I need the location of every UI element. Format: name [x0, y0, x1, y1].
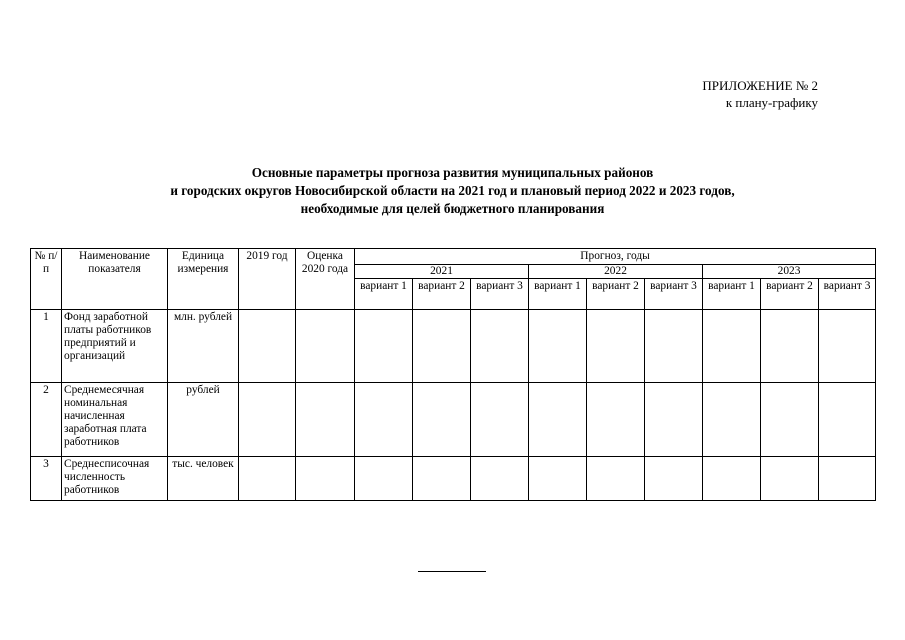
- annex-header: [702, 77, 818, 111]
- value-cell: [296, 310, 355, 383]
- value-cell: [761, 457, 819, 501]
- value-cell: [413, 383, 471, 457]
- title-line-1: Основные параметры прогноза развития муниципальных районов: [251, 165, 654, 180]
- value-cell: [587, 383, 645, 457]
- header-num: № п/п: [31, 249, 62, 310]
- value-cell: [239, 310, 296, 383]
- value-cell: [761, 383, 819, 457]
- header-variant: вариант 3: [819, 279, 876, 310]
- value-cell: [761, 310, 819, 383]
- value-cell: [355, 310, 413, 383]
- value-cell: [587, 457, 645, 501]
- header-unit: Единица измерения: [168, 249, 239, 310]
- row-unit: рублей: [168, 383, 239, 457]
- header-variant: вариант 2: [413, 279, 471, 310]
- value-cell: [471, 383, 529, 457]
- title-line-2: и городских округов Новосибирской области на 2021 год и плановый период 2022 и 2023 годов,: [170, 183, 735, 198]
- value-cell: [645, 383, 703, 457]
- value-cell: [703, 383, 761, 457]
- header-variant: вариант 1: [355, 279, 413, 310]
- table-row: [31, 310, 876, 383]
- header-variant: вариант 3: [645, 279, 703, 310]
- value-cell: [529, 310, 587, 383]
- header-year-2021: 2021: [355, 265, 529, 279]
- row-indicator-name: Среднемесячная номинальная начисленная заработная плата работников: [62, 383, 168, 457]
- value-cell: [645, 310, 703, 383]
- value-cell: [355, 383, 413, 457]
- value-cell: [703, 457, 761, 501]
- header-variant: вариант 1: [703, 279, 761, 310]
- row-unit: тыс. человек: [168, 457, 239, 501]
- header-2019: 2019 год: [239, 249, 296, 310]
- table-row: [31, 383, 876, 457]
- document-title: [0, 164, 905, 218]
- header-year-2022: 2022: [529, 265, 703, 279]
- value-cell: [471, 457, 529, 501]
- value-cell: [413, 457, 471, 501]
- value-cell: [529, 383, 587, 457]
- value-cell: [819, 310, 876, 383]
- header-variant: вариант 2: [587, 279, 645, 310]
- value-cell: [471, 310, 529, 383]
- header-estimate-2020: Оценка 2020 года: [296, 249, 355, 310]
- header-variant: вариант 1: [529, 279, 587, 310]
- row-number: 3: [31, 457, 62, 501]
- value-cell: [239, 383, 296, 457]
- table-row: [31, 457, 876, 501]
- forecast-parameters-table: [30, 248, 876, 501]
- value-cell: [645, 457, 703, 501]
- row-indicator-name: Фонд заработной платы работников предприятий и организаций: [62, 310, 168, 383]
- value-cell: [819, 383, 876, 457]
- annex-number: ПРИЛОЖЕНИЕ № 2: [702, 78, 818, 93]
- header-indicator-name: Наименование показателя: [62, 249, 168, 310]
- value-cell: [296, 457, 355, 501]
- value-cell: [529, 457, 587, 501]
- value-cell: [355, 457, 413, 501]
- row-indicator-name: Среднесписочная численность работников: [62, 457, 168, 501]
- header-forecast: Прогноз, годы: [355, 249, 876, 265]
- value-cell: [587, 310, 645, 383]
- value-cell: [239, 457, 296, 501]
- row-unit: млн. рублей: [168, 310, 239, 383]
- value-cell: [703, 310, 761, 383]
- value-cell: [819, 457, 876, 501]
- header-year-2023: 2023: [703, 265, 876, 279]
- header-variant: вариант 3: [471, 279, 529, 310]
- footer-divider: [418, 571, 486, 572]
- row-number: 2: [31, 383, 62, 457]
- header-row-1: [31, 249, 876, 265]
- value-cell: [413, 310, 471, 383]
- annex-reference: к плану-графику: [725, 95, 818, 110]
- title-line-3: необходимые для целей бюджетного планирования: [300, 201, 605, 216]
- header-variant: вариант 2: [761, 279, 819, 310]
- value-cell: [296, 383, 355, 457]
- row-number: 1: [31, 310, 62, 383]
